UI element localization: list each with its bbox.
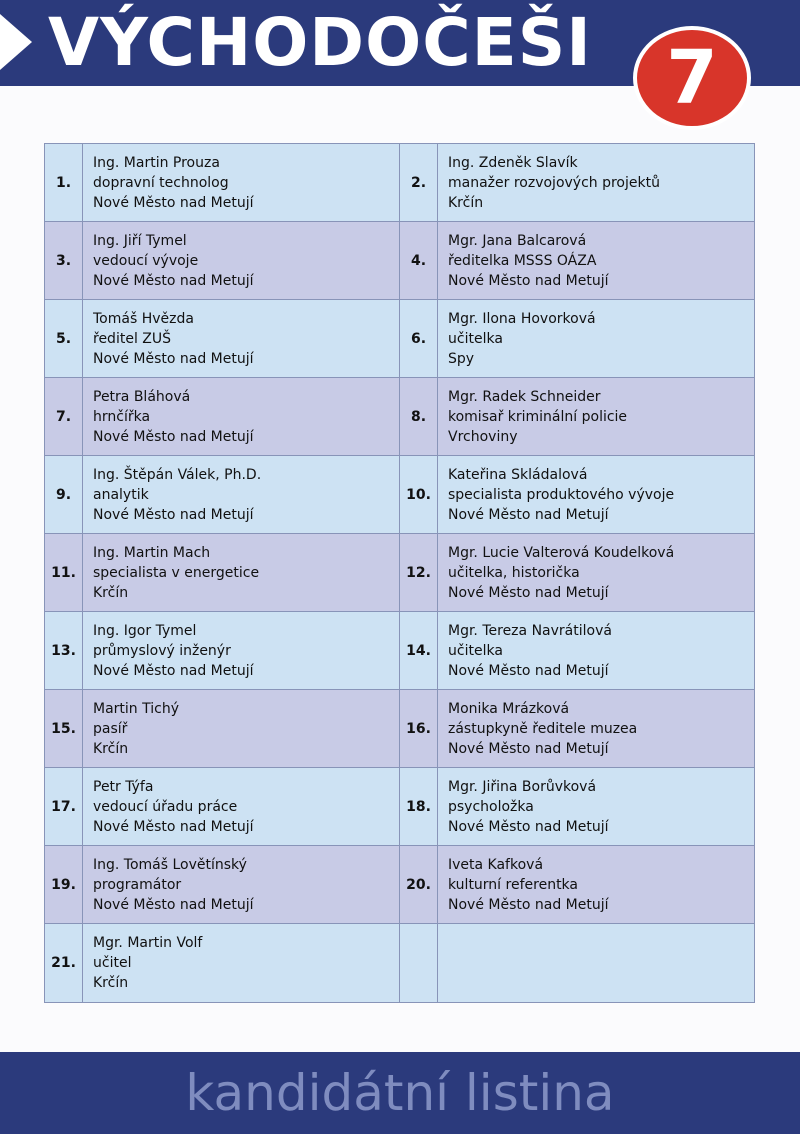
candidate-info	[83, 378, 400, 456]
candidate-occupation: specialista produktového vývoje	[448, 486, 675, 503]
candidate-number: 2.	[400, 144, 438, 222]
candidate-occupation: kulturní referentka	[448, 876, 578, 893]
candidate-occupation: vedoucí úřadu práce	[93, 798, 238, 815]
candidate-residence: Nové Město nad Metují	[93, 896, 254, 913]
candidate-residence: Nové Město nad Metují	[448, 506, 609, 523]
table-row	[45, 456, 755, 534]
candidate-number: 19.	[45, 846, 83, 924]
candidate-occupation: dopravní technolog	[93, 174, 229, 191]
candidate-name: Ing. Štěpán Válek, Ph.D.	[93, 466, 262, 483]
candidate-occupation: ředitelka MSSS OÁZA	[448, 252, 597, 269]
candidate-occupation: učitelka, historička	[448, 564, 580, 581]
candidate-number: 9.	[45, 456, 83, 534]
candidate-number: 15.	[45, 690, 83, 768]
candidate-occupation: pasíř	[93, 720, 128, 737]
footer-title: kandidátní listina	[185, 1064, 615, 1122]
candidate-number: 12.	[400, 534, 438, 612]
candidate-info	[83, 222, 400, 300]
candidate-occupation: hrnčířka	[93, 408, 151, 425]
table-row	[45, 378, 755, 456]
candidate-residence: Nové Město nad Metují	[93, 428, 254, 445]
candidate-name: Ing. Zdeněk Slavík	[448, 154, 578, 171]
candidate-occupation: průmyslový inženýr	[93, 642, 231, 659]
candidate-number: 8.	[400, 378, 438, 456]
candidate-name: Mgr. Jiřina Borůvková	[448, 778, 597, 795]
candidate-number: 10.	[400, 456, 438, 534]
candidate-number: 16.	[400, 690, 438, 768]
candidate-number: 6.	[400, 300, 438, 378]
table-row	[45, 924, 755, 1003]
candidate-info	[438, 846, 755, 924]
table-row	[45, 222, 755, 300]
candidate-occupation: programátor	[93, 876, 182, 893]
candidate-table	[44, 143, 755, 1003]
candidate-name: Tomáš Hvězda	[93, 310, 194, 327]
candidate-residence: Vrchoviny	[448, 428, 518, 445]
candidate-name: Iveta Kafková	[448, 856, 544, 873]
candidate-residence: Spy	[448, 350, 475, 367]
candidate-info	[438, 690, 755, 768]
candidate-info	[83, 768, 400, 846]
candidate-name: Mgr. Martin Volf	[93, 935, 203, 951]
candidate-number: 18.	[400, 768, 438, 846]
candidate-occupation: specialista v energetice	[93, 564, 260, 581]
candidate-occupation: manažer rozvojových projektů	[448, 174, 660, 191]
candidate-number: 17.	[45, 768, 83, 846]
page-title: VÝCHODOČEŠI	[48, 4, 592, 81]
candidate-info	[438, 378, 755, 456]
candidate-name: Petr Týfa	[93, 778, 154, 795]
candidate-occupation: analytik	[93, 486, 149, 503]
candidate-occupation: komisař kriminální policie	[448, 408, 628, 425]
candidate-residence: Nové Město nad Metují	[93, 350, 254, 367]
table-row	[45, 690, 755, 768]
candidate-residence: Nové Město nad Metují	[93, 662, 254, 679]
candidate-info	[83, 924, 400, 1003]
candidate-info	[83, 690, 400, 768]
candidate-residence: Nové Město nad Metují	[93, 506, 254, 523]
list-number-badge: 7	[633, 26, 751, 130]
table-row	[45, 300, 755, 378]
candidate-occupation: zástupkyně ředitele muzea	[448, 720, 638, 737]
candidate-info	[83, 144, 400, 222]
candidate-name: Martin Tichý	[93, 700, 179, 717]
candidate-info	[438, 144, 755, 222]
candidate-info	[438, 768, 755, 846]
table-row	[45, 144, 755, 222]
candidate-number: 14.	[400, 612, 438, 690]
candidate-residence: Nové Město nad Metují	[448, 818, 609, 835]
candidate-name: Petra Bláhová	[93, 388, 191, 405]
candidate-number: 11.	[45, 534, 83, 612]
candidate-name: Ing. Igor Tymel	[93, 622, 197, 639]
candidate-occupation: vedoucí vývoje	[93, 252, 199, 269]
candidate-name: Ing. Tomáš Lovětínský	[93, 856, 247, 873]
candidate-residence: Nové Město nad Metují	[448, 584, 609, 601]
candidate-occupation: učitelka	[448, 642, 503, 659]
candidate-residence: Krčín	[448, 194, 484, 211]
candidate-residence: Krčín	[93, 975, 129, 991]
candidate-info	[438, 300, 755, 378]
empty-cell	[400, 924, 438, 1003]
footer-banner	[0, 1052, 800, 1134]
candidate-residence: Nové Město nad Metují	[93, 818, 254, 835]
candidate-residence: Nové Město nad Metují	[448, 740, 609, 757]
empty-cell	[438, 924, 755, 1003]
candidate-residence: Nové Město nad Metují	[448, 662, 609, 679]
candidate-info	[438, 534, 755, 612]
candidate-info	[83, 612, 400, 690]
candidate-number: 4.	[400, 222, 438, 300]
candidate-name: Mgr. Jana Balcarová	[448, 232, 587, 249]
candidate-info	[438, 456, 755, 534]
candidate-name: Ing. Martin Mach	[93, 544, 211, 561]
candidate-residence: Nové Město nad Metují	[93, 194, 254, 211]
candidate-name: Mgr. Lucie Valterová Koudelková	[448, 544, 675, 561]
candidate-number: 3.	[45, 222, 83, 300]
candidate-residence: Nové Město nad Metují	[448, 272, 609, 289]
candidate-name: Ing. Martin Prouza	[93, 154, 220, 171]
candidate-name: Monika Mrázková	[448, 700, 570, 717]
table-row	[45, 768, 755, 846]
candidate-number: 21.	[45, 924, 83, 1003]
candidate-info	[438, 222, 755, 300]
candidate-info	[438, 612, 755, 690]
candidate-number: 7.	[45, 378, 83, 456]
candidate-info	[83, 456, 400, 534]
candidate-number: 20.	[400, 846, 438, 924]
candidate-name: Mgr. Radek Schneider	[448, 388, 601, 405]
chevron-right-icon	[0, 14, 32, 70]
candidate-name: Mgr. Ilona Hovorková	[448, 310, 596, 327]
candidate-residence: Krčín	[93, 584, 129, 601]
candidate-occupation: učitel	[93, 955, 132, 971]
candidate-residence: Krčín	[93, 740, 129, 757]
candidate-occupation: psycholožka	[448, 798, 534, 815]
candidate-occupation: učitelka	[448, 330, 503, 347]
candidate-info	[83, 300, 400, 378]
candidate-name: Ing. Jiří Tymel	[93, 232, 187, 249]
candidate-info	[83, 534, 400, 612]
candidate-residence: Nové Město nad Metují	[93, 272, 254, 289]
candidate-name: Mgr. Tereza Navrátilová	[448, 622, 612, 639]
candidate-name: Kateřina Skládalová	[448, 466, 588, 483]
table-row	[45, 534, 755, 612]
candidate-number: 13.	[45, 612, 83, 690]
candidate-info	[83, 846, 400, 924]
candidate-residence: Nové Město nad Metují	[448, 896, 609, 913]
candidate-number: 1.	[45, 144, 83, 222]
table-row	[45, 612, 755, 690]
candidate-number: 5.	[45, 300, 83, 378]
candidate-occupation: ředitel ZUŠ	[93, 330, 172, 347]
table-row	[45, 846, 755, 924]
